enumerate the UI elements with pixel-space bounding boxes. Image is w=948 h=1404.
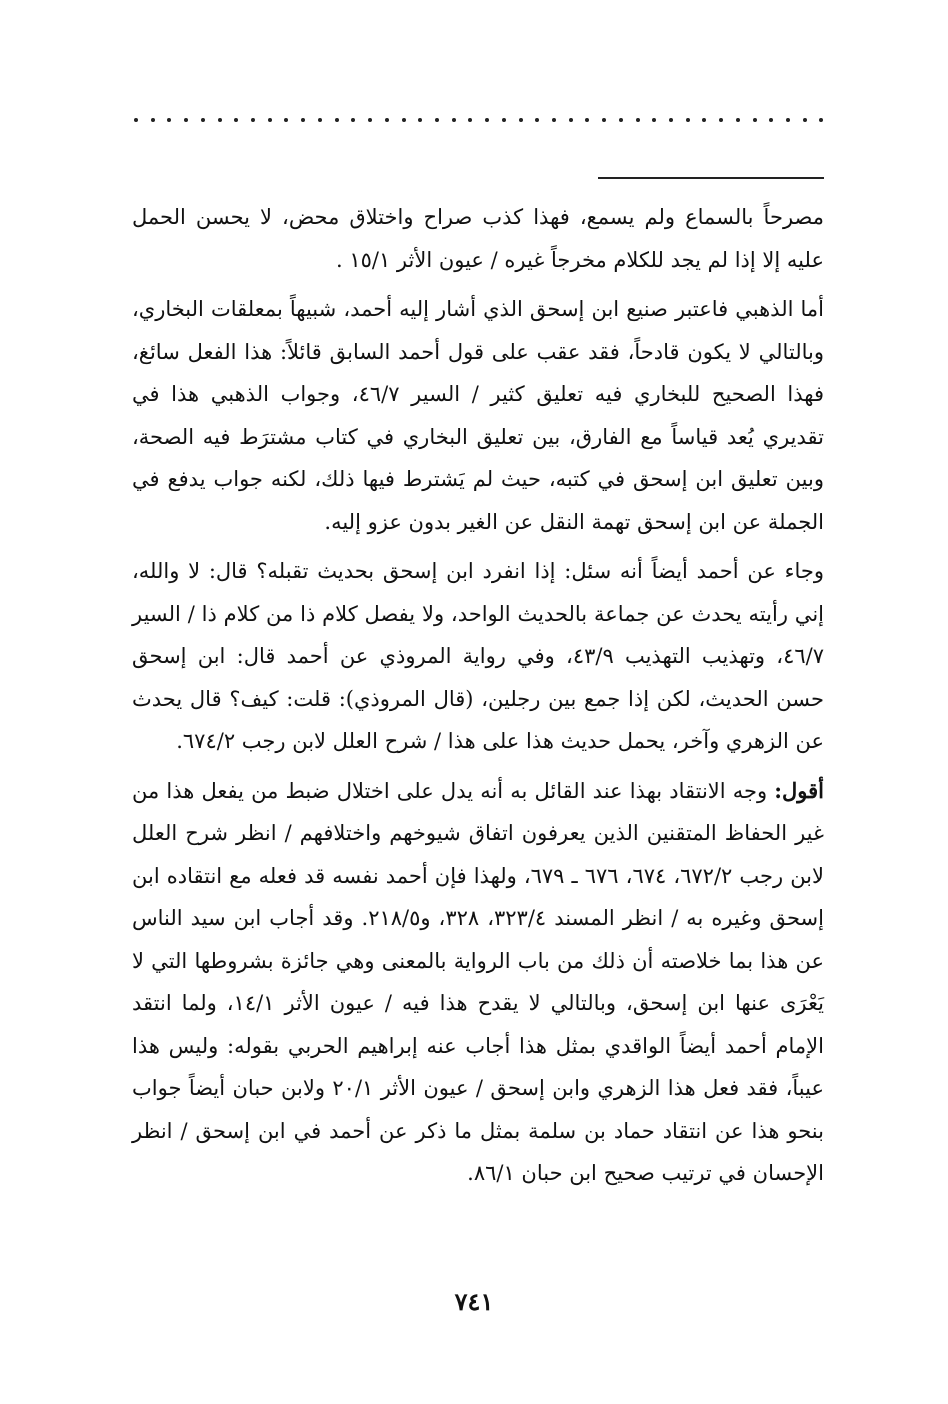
paragraph-text: وجه الانتقاد بهذا عند القائل به أنه يدل على اختلال ضبط من يفعل هذا من غير الحفاظ المتقنين الذين يعرفون اتفاق شيوخهم واختلافهم / انظر شرح العلل لابن رجب ٦٧٢/٢، ٦٧٤، ٦٧٦ ـ ٦٧٩، ولهذا فإن أحمد نفسه قد فعله مع انتقاده ابن إسحق وغيره به / انظر المسند ٣٢٣/٤، ٣٢٨، و٢١٨/٥. وقد أجاب ابن سيد الناس عن هذا بما خلاصته أن ذلك من باب الرواية بالمعنى وهي جائزة بشروطها التي لا يَعْرَى عنها ابن إسحق، وبالتالي لا يقدح هذا فيه / عيون الأثر ١٤/١، ولما انتقد الإمام أحمد أيضاً الواقدي بمثل هذا أجاب عنه إبراهيم الحربي بقوله: وليس هذا عيباً، فقد فعل هذا الزهري وابن إسحق / عيون الأثر ٢٠/١ ولابن حبان أيضاً جواب بنحو هذا عن انتقاد حماد بن سلمة بمثل ما ذكر عن أحمد في ابن إسحق / انظر الإحسان في ترتيب صحيح ابن حبان ٨٦/١. — [132, 778, 824, 1185]
footnote-paragraph-4 — [132, 770, 824, 1195]
dotted-separator — [134, 114, 824, 126]
footnote-paragraph-2 — [132, 288, 824, 543]
footnote-text — [132, 196, 824, 1202]
paragraph-text: وجاء عن أحمد أيضاً أنه سئل: إذا انفرد ابن إسحق بحديث تقبله؟ قال: لا والله، إني رأيته يحدث عن جماعة بالحديث الواحد، ولا يفصل كلام ذا من كلام ذا / السير ٤٦/٧، وتهذيب التهذيب ٤٣/٩، وفي رواية المروذي عن أحمد قال: ابن إسحق حسن الحديث، لكن إذا جمع بين رجلين، (قال المروذي): قلت: كيف؟ قال يحدث عن الزهري وآخر، يحمل حديث هذا على هذا / شرح العلل لابن رجب ٦٧٤/٢. — [132, 559, 825, 753]
paragraph-lead-word: أقول: — [774, 777, 825, 803]
footnote-paragraph-1 — [132, 196, 824, 281]
page-number: ٧٤١ — [454, 1287, 494, 1316]
footnote-paragraph-3 — [132, 550, 824, 763]
footnote-rule — [598, 177, 824, 179]
paragraph-text: أما الذهبي فاعتبر صنيع ابن إسحق الذي أشار إليه أحمد، شبيهاً بمعلقات البخاري، وبالتالي لا يكون قادحاً، فقد عقب على قول أحمد السابق قائلاً: هذا الفعل سائغ، فهذا الصحيح للبخاري فيه تعليق كثير / السير ٤٦/٧، وجواب الذهبي هذا في تقديري يُعد قياساً مع الفارق، بين تعليق البخاري في كتاب مشترَط فيه الصحة، وبين تعليق ابن إسحق في كتبه، حيث لم يَشترط فيها ذلك، لكنه جواب يدفع في الجملة عن ابن إسحق تهمة النقل عن الغير بدون عزو إليه. — [132, 297, 825, 534]
paragraph-text: مصرحاً بالسماع ولم يسمع، فهذا كذب صراح واختلاق محض، لا يحسن الحمل عليه إلا إذا لم يجد للكلام مخرجاً غيره / عيون الأثر ١٥/١ . — [132, 205, 824, 272]
